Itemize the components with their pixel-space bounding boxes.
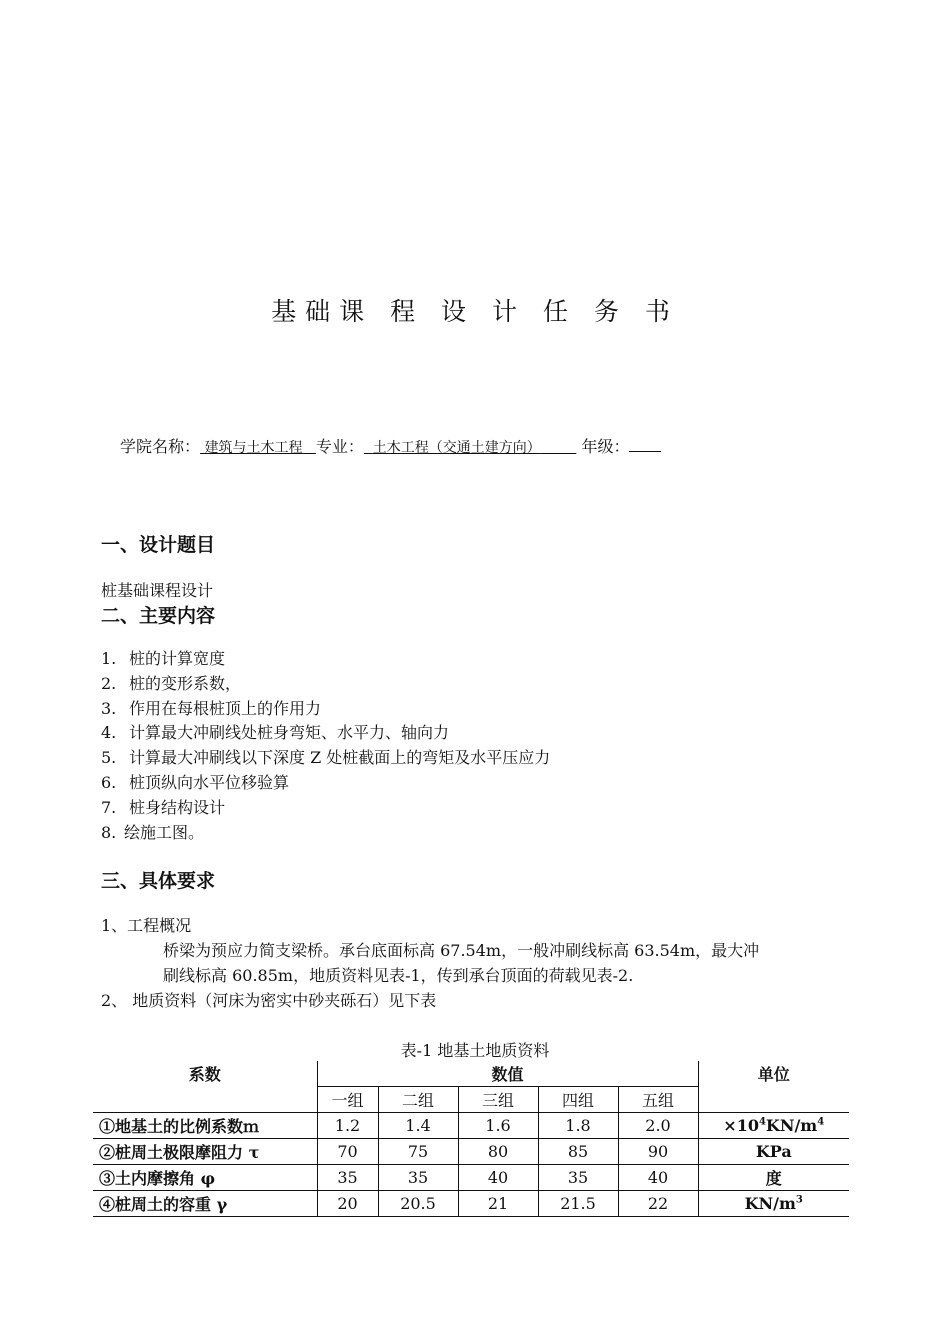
info-line — [120, 434, 661, 457]
section3-sub1: 1、工程概况 — [101, 916, 192, 935]
row-value: 1.8 — [538, 1113, 618, 1139]
section3-para-line2: 刷线标高 60.85m，地质资料见表-1，传到承台顶面的荷载见表-2. — [163, 966, 634, 985]
row-value: 40 — [618, 1165, 698, 1191]
list-item: 6. 桩顶纵向水平位移验算 — [101, 772, 290, 792]
row-label: ①地基土的比例系数ｍ — [93, 1113, 317, 1139]
list-item: 5. 计算最大冲刷线以下深度 Z 处桩截面上的弯矩及水平压应力 — [101, 748, 551, 768]
row-value: 1.6 — [458, 1113, 538, 1139]
row-label: ②桩周土极限摩阻力 τ — [93, 1139, 317, 1165]
row-value: 20.5 — [378, 1191, 458, 1217]
group-3: 三组 — [458, 1087, 538, 1113]
list-item: 8. 绘施工图。 — [101, 822, 205, 842]
grade-label: 年级： — [581, 437, 630, 456]
row-value: 35 — [538, 1165, 618, 1191]
row-value: 40 — [458, 1165, 538, 1191]
group-5: 五组 — [618, 1087, 698, 1113]
section1-text: 桩基础课程设计 — [101, 581, 214, 600]
row-value: 75 — [378, 1139, 458, 1165]
table-row — [93, 1165, 849, 1191]
list-item: 1. 桩的计算宽度 — [101, 649, 226, 668]
group-1: 一组 — [317, 1087, 378, 1113]
section3-heading: 三、具体要求 — [101, 870, 216, 892]
table-row — [93, 1191, 849, 1217]
row-value: 35 — [378, 1165, 458, 1191]
list-item: 3. 作用在每根桩顶上的作用力 — [101, 698, 322, 718]
table-row — [93, 1113, 849, 1139]
section1-heading: 一、设计题目 — [101, 534, 216, 556]
row-value: 20 — [317, 1191, 378, 1217]
list-item: 7. 桩身结构设计 — [101, 797, 226, 817]
row-value: 80 — [458, 1139, 538, 1165]
table-caption: 表-1 地基土地质资料 — [400, 1041, 550, 1060]
row-value: 21 — [458, 1191, 538, 1217]
table-header-row — [93, 1061, 849, 1087]
major-label: 专业： — [315, 437, 364, 456]
row-value: 22 — [618, 1191, 698, 1217]
row-unit: KPa — [698, 1139, 849, 1165]
row-value: 35 — [317, 1165, 378, 1191]
header-unit: 单位 — [698, 1061, 849, 1113]
college-label: 学院名称： — [120, 437, 201, 456]
header-coef: 系数 — [93, 1061, 317, 1113]
row-value: 2.0 — [618, 1113, 698, 1139]
group-2: 二组 — [378, 1087, 458, 1113]
header-value: 数值 — [317, 1061, 698, 1087]
row-unit: 度 — [698, 1165, 849, 1191]
row-unit: $KN/m^3$ — [698, 1191, 849, 1217]
row-value: 70 — [317, 1139, 378, 1165]
row-value: 85 — [538, 1139, 618, 1165]
section3-para-line1: 桥梁为预应力简支梁桥。承台底面标高 67.54m，一般冲刷线标高 63.54m，最大冲 — [163, 941, 760, 960]
major-value: 土木工程（交通土建方向） — [372, 440, 541, 456]
list-item: 2. 桩的变形系数， — [101, 673, 242, 693]
college-value: 建筑与土木工程 — [204, 440, 303, 456]
document-title: 基础课 程 设 计 任 务 书 — [271, 297, 679, 326]
geology-table — [93, 1061, 849, 1217]
row-label: ③土内摩擦角 φ — [93, 1165, 317, 1191]
row-label: ④桩周土的容重 γ — [93, 1191, 317, 1217]
table-row — [93, 1139, 849, 1165]
content-list — [101, 647, 550, 845]
row-value: 1.4 — [378, 1113, 458, 1139]
row-value: 1.2 — [317, 1113, 378, 1139]
row-unit: $\times 10^4KN/m^4$ — [698, 1113, 849, 1139]
row-value: 21.5 — [538, 1191, 618, 1217]
group-4: 四组 — [538, 1087, 618, 1113]
section3-sub2: 2、 地质资料（河床为密实中砂夹砾石）见下表 — [101, 991, 437, 1010]
grade-blank — [629, 437, 661, 452]
list-item: 4. 计算最大冲刷线处桩身弯矩、水平力、轴向力 — [101, 723, 450, 743]
row-value: 90 — [618, 1139, 698, 1165]
section2-heading: 二、主要内容 — [101, 605, 216, 627]
